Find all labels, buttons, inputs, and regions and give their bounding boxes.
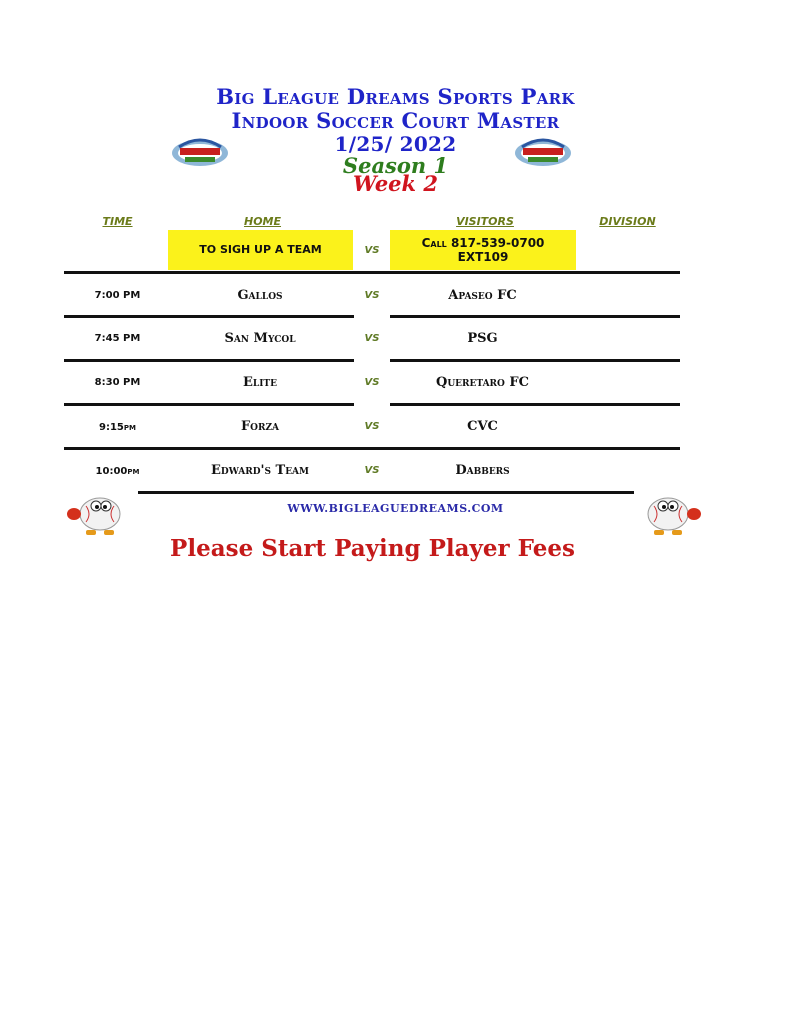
website-link[interactable]: WWW.BIGLEAGUEDREAMS.COM (287, 502, 504, 515)
row-divider (138, 491, 634, 494)
game-time: 9:15pm (99, 422, 136, 433)
signup-home-text: TO SIGH UP A TEAM (199, 243, 322, 256)
stadium-logo-icon (171, 135, 229, 167)
column-header-division: DIVISION (599, 215, 656, 228)
signup-phone: Call 817-539-0700 (421, 236, 545, 250)
home-team: San Mycol (224, 331, 296, 346)
row-divider (64, 447, 680, 450)
home-team: Forza (240, 419, 280, 434)
stadium-logo-icon (514, 135, 572, 167)
home-team: Elite (242, 375, 277, 390)
season-label: Season 1 (342, 153, 449, 178)
schedule-date: 1/25/ 2022 (334, 132, 457, 156)
row-divider (64, 403, 354, 406)
visiting-team: PSG (467, 331, 498, 346)
player-fees-notice: Please Start Paying Player Fees (170, 535, 575, 562)
vs-label: VS (364, 421, 380, 432)
row-divider (64, 359, 354, 362)
vs-label: VS (364, 290, 380, 301)
home-team: Gallos (237, 288, 283, 303)
visiting-team: CVC (467, 419, 498, 434)
signup-extension: EXT109 (457, 250, 509, 264)
game-time: 10:00pm (95, 466, 140, 477)
game-time: 7:00 PM (94, 290, 141, 301)
vs-label: VS (364, 333, 380, 344)
column-header-visitors: VISITORS (456, 215, 514, 228)
row-divider (64, 271, 680, 274)
signup-home-cell (168, 230, 353, 270)
vs-label: VS (364, 377, 380, 388)
signup-visitors-cell (390, 230, 576, 270)
visiting-team: Queretaro FC (436, 375, 529, 390)
column-header-home: HOME (243, 215, 282, 228)
row-divider (390, 315, 680, 318)
vs-label: VS (364, 465, 380, 476)
title-line-1: Big League Dreams Sports Park (216, 84, 575, 109)
week-label: Week 2 (352, 171, 439, 196)
column-header-time: TIME (102, 215, 133, 228)
vs-label: VS (364, 245, 380, 256)
visiting-team: Dabbers (455, 463, 510, 478)
title-line-2: Indoor Soccer Court Master (231, 108, 560, 133)
game-time: 7:45 PM (94, 333, 141, 344)
row-divider (64, 315, 354, 318)
row-divider (390, 359, 680, 362)
visiting-team: Apaseo FC (448, 288, 517, 303)
home-team: Edward's Team (211, 463, 309, 478)
row-divider (390, 403, 680, 406)
game-time: 8:30 PM (94, 377, 141, 388)
